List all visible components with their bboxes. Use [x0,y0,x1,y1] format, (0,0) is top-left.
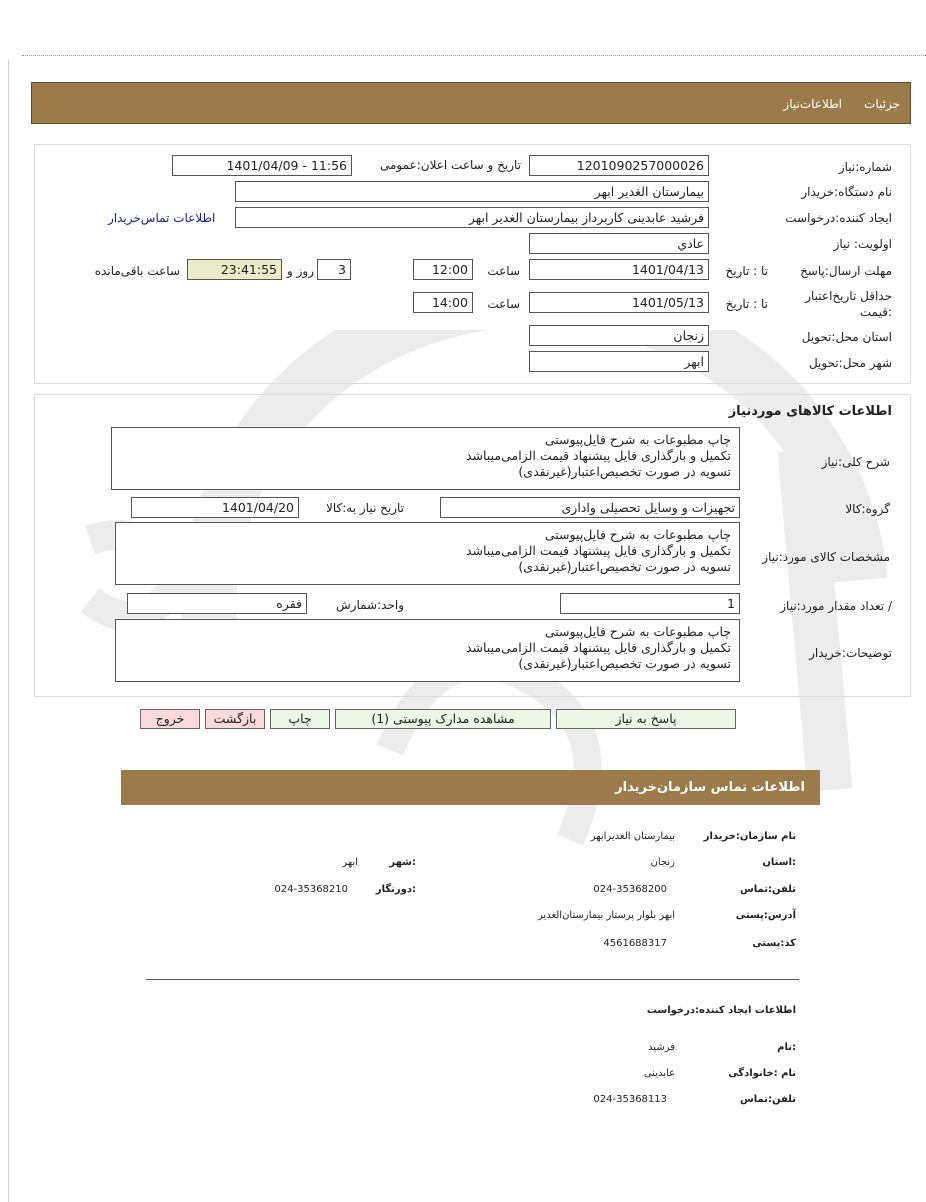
creator-family-label: نام :خانوادگی [728,1068,796,1079]
address-value: ابهر بلوار پرستار بیمارستان‌الغدیر [537,910,675,921]
general-desc-box [111,427,740,490]
print-button[interactable]: چاپ [270,709,330,729]
group-field: تجهیزات و وسایل تحصیلی واداری [440,497,740,518]
page-left-border [8,60,9,1202]
spec-line-2: تکمیل و بارگذاری فایل پیشنهاد قیمت الزامی‌میباشد [466,543,731,558]
creator-phone-label: تلفن:تماس [739,1094,796,1105]
validity-date-field: 1401/05/13 [529,292,709,313]
tab-need-info[interactable]: اطلاعات‌نیاز [783,97,842,111]
fax-value: 024-35368210 [274,884,348,895]
exit-button[interactable]: خروج [140,709,200,729]
org-value: بیمارستان الغدیرابهر [590,831,675,842]
buyer-contact-title: اطلاعات تماس سازمان‌خریدار [615,780,805,795]
desc-line-1: چاپ مطبوعات به شرح فایل‌پیوستی [544,432,731,447]
deadline-label: مهلت ارسال:پاسخ [800,264,892,278]
group-label: گروه:کالا [845,502,890,516]
postal-value: 4561688317 [603,938,667,949]
remaining-label: ساعت باقی‌مانده [94,264,180,278]
province-label: استان محل:تحویل [801,330,892,344]
contact-province-value: زنجان [650,857,675,868]
unit-field: فقره [127,593,307,614]
unit-label: واحد:شمارش [336,598,404,612]
need-date-field: 1401/04/20 [131,497,299,518]
priority-field: عادي [529,233,709,254]
announce-label: تاریخ و ساعت اعلان:عمومی [379,158,521,172]
spec-line-1: چاپ مطبوعات به شرح فایل‌پیوستی [544,527,731,542]
need-date-label: تاریخ نیاز به:کالا [326,501,404,515]
creator-label: ایجاد کننده:درخواست [785,211,892,225]
buyer-notes-box [115,619,740,682]
spec-box [115,522,740,585]
remaining-time-field: 23:41:55 [187,259,282,280]
spec-label: مشخصات کالای مورد:نیاز [762,550,890,564]
announce-field: 1401/04/09 - 11:56 [172,155,352,176]
fax-label: :دورنگار [375,884,416,895]
validity-to-date-label: تا : تاریخ [725,297,768,311]
province-field: زنجان [529,325,709,346]
contact-city-label: :شهر [389,857,416,868]
buyer-org-field: بیمارستان الغدیر ابهر [235,181,709,202]
top-dotted-divider [22,55,926,56]
qty-label: / تعداد مقدار مورد:نیاز [780,599,892,613]
days-label: روز و [287,264,314,278]
desc-line-2: تکمیل و بارگذاری فایل پیشنهاد قیمت الزامی‌میباشد [466,448,731,463]
desc-line-3: تسویه در صورت تخصیص‌اعتبار(غیرنقدی) [518,464,731,479]
city-label: شهر محل:تحویل [808,356,892,370]
goods-section-title: اطلاعات کالاهای موردنیاز [728,404,892,419]
phone-value: 024-35368200 [593,884,667,895]
postal-label: کد:پستی [752,938,796,949]
need-number-label: شماره:نیاز [838,160,892,174]
back-button[interactable]: بازگشت [205,709,265,729]
creator-family-value: عابدینی [643,1068,675,1079]
view-attachments-button[interactable]: مشاهده مدارک پیوستی (1) [335,709,551,729]
buyer-contact-header [121,770,820,805]
notes-line-1: چاپ مطبوعات به شرح فایل‌پیوستی [544,624,731,639]
creator-field: فرشید عابدینی کاربرداز بیمارستان الغدیر ابهر [235,207,709,228]
validity-label: حداقل تاریخ‌اعتبار :قیمت [805,289,892,319]
creator-contact-title: اطلاعات ایجاد کننده:درخواست [646,1005,796,1016]
creator-phone-value: 024-35368113 [593,1094,667,1105]
days-field: 3 [317,259,351,280]
priority-label: اولویت: نیاز [833,237,892,251]
deadline-to-date-label: تا : تاریخ [725,264,768,278]
need-number-field: 1201090257000026 [529,155,709,176]
creator-name-value: فرشید [648,1042,675,1053]
tab-details[interactable]: جزئيات [864,97,900,111]
validity-time-label: ساعت [487,297,520,311]
buyer-contact-link[interactable]: اطلاعات تماس‌خریدار [108,211,216,225]
notes-line-3: تسویه در صورت تخصیص‌اعتبار(غیرنقدی) [518,656,731,671]
org-label: نام سازمان:خریدار [703,831,796,842]
phone-label: تلفن:تماس [739,884,796,895]
buyer-notes-label: توضیحات:خریدار [809,646,892,660]
spec-line-3: تسویه در صورت تخصیص‌اعتبار(غیرنقدی) [518,559,731,574]
notes-line-2: تکمیل و بارگذاری فایل پیشنهاد قیمت الزامی‌میباشد [466,640,731,655]
deadline-time-field: 12:00 [413,259,473,280]
contact-province-label: :استان [762,857,796,868]
qty-field: 1 [560,593,740,614]
page-header-bar [31,82,911,124]
deadline-date-field: 1401/04/13 [529,259,709,280]
contact-city-value: ابهر [342,857,358,868]
deadline-time-label: ساعت [487,264,520,278]
creator-name-label: :نام [777,1042,796,1053]
validity-time-field: 14:00 [413,292,473,313]
respond-button[interactable]: پاسخ به نیاز [556,709,736,729]
buyer-org-label: نام دستگاه:خریدار [801,185,892,199]
city-field: ابهر [529,351,709,372]
general-desc-label: شرح کلی:نیاز [821,455,890,469]
address-label: آدرس:پستی [735,910,796,921]
contact-divider [146,979,799,980]
